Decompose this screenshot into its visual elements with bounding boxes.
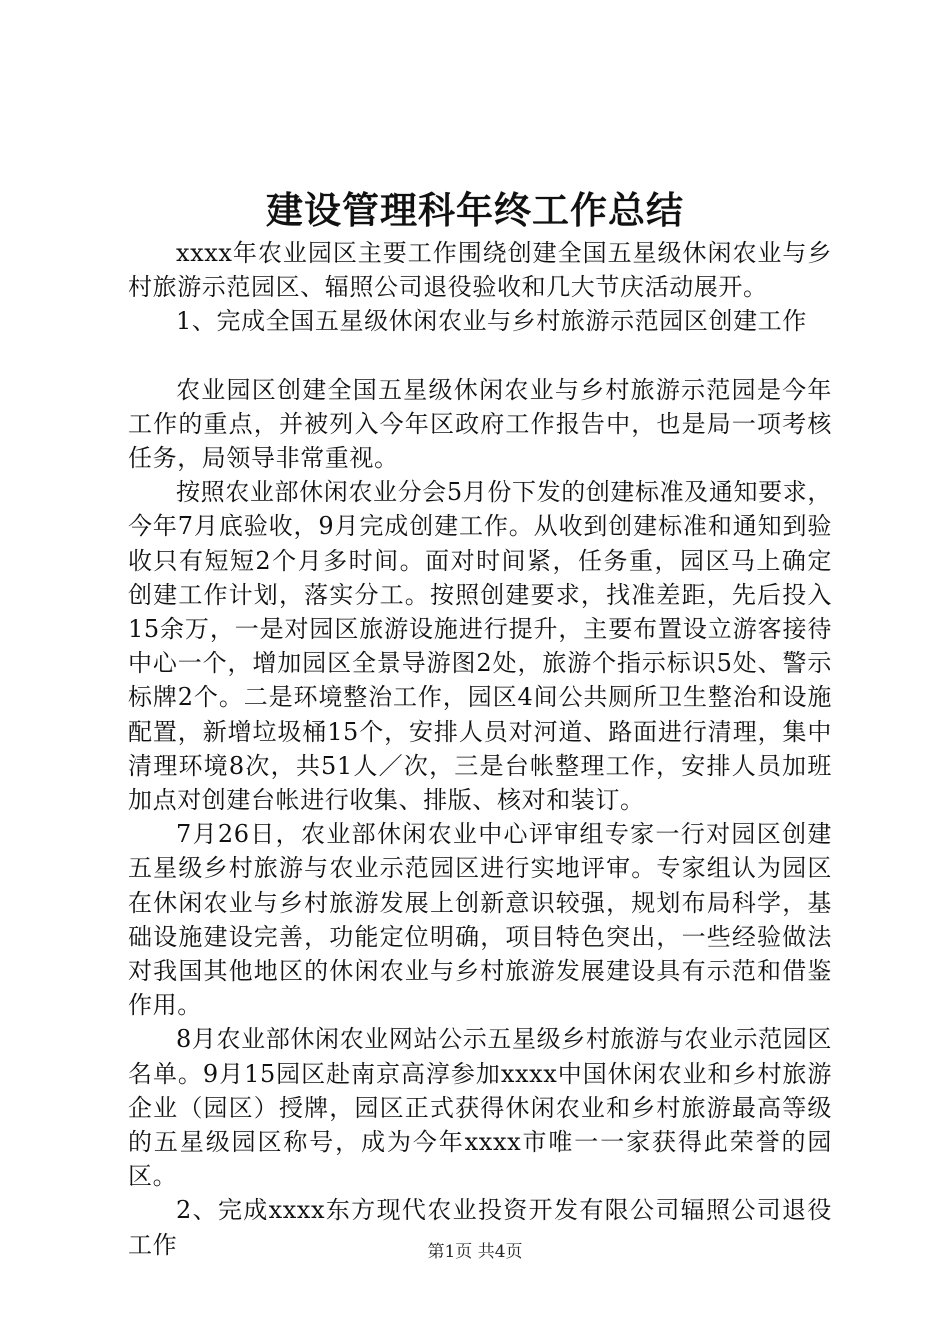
document-body bbox=[128, 236, 832, 1262]
section-heading-1: 1、完成全国五星级休闲农业与乡村旅游示范园区创建工作 bbox=[176, 307, 807, 336]
body-paragraph-2: 按照农业部休闲农业分会5月份下发的创建标准及通知要求，今年7月底验收，9月完成创建工作。从收到创建标准和通知到验收只有短短2个月多时间。面对时间紧，任务重，园区马上确定创建工作计划，落实分工。按照创建要求，找准差距，先后投入15余万，一是对园区旅游设施进行提升，主要布置设立游客接待中心一个，增加园区全景导游图2处，旅游个指示标识5处、警示标牌2个。二是环境整治工作，园区4间公共厕所卫生整治和设施配置，新增垃圾桶15个，安排人员对河道、路面进行清理，集中清理环境8次，共51人／次，三是台帐整理工作，安排人员加班加点对创建台帐进行收集、排版、核对和装订。 bbox=[128, 478, 832, 815]
section-heading-2: 2、完成xxxx东方现代农业投资开发有限公司辐照公司退役工作 bbox=[128, 1196, 832, 1259]
blank-line bbox=[128, 339, 832, 373]
body-paragraph-1: 农业园区创建全国五星级休闲农业与乡村旅游示范园是今年工作的重点，并被列入今年区政府工作报告中，也是局一项考核任务，局领导非常重视。 bbox=[128, 375, 832, 473]
page-number-footer: 第1页 共4页 bbox=[427, 1242, 523, 1262]
body-paragraph-3: 7月26日，农业部休闲农业中心评审组专家一行对园区创建五星级乡村旅游与农业示范园区进行实地评审。专家组认为园区在休闲农业与乡村旅游发展上创新意识较强，规划布局科学，基础设施建设完善，功能定位明确，项目特色突出，一些经验做法对我国其他地区的休闲农业与乡村旅游发展建设具有示范和借鉴作用。 bbox=[128, 820, 832, 1020]
body-paragraph-4: 8月农业部休闲农业网站公示五星级乡村旅游与农业示范园区名单。9月15园区赴南京高淳参加xxxx中国休闲农业和乡村旅游企业（园区）授牌，园区正式获得休闲农业和乡村旅游最高等级的五星级园区称号，成为今年xxxx市唯一一家获得此荣誉的园区。 bbox=[128, 1025, 832, 1191]
document-title: 建设管理科年终工作总结 bbox=[266, 188, 684, 232]
intro-paragraph: xxxx年农业园区主要工作围绕创建全国五星级休闲农业与乡村旅游示范园区、辐照公司退役验收和几大节庆活动展开。 bbox=[128, 239, 832, 302]
